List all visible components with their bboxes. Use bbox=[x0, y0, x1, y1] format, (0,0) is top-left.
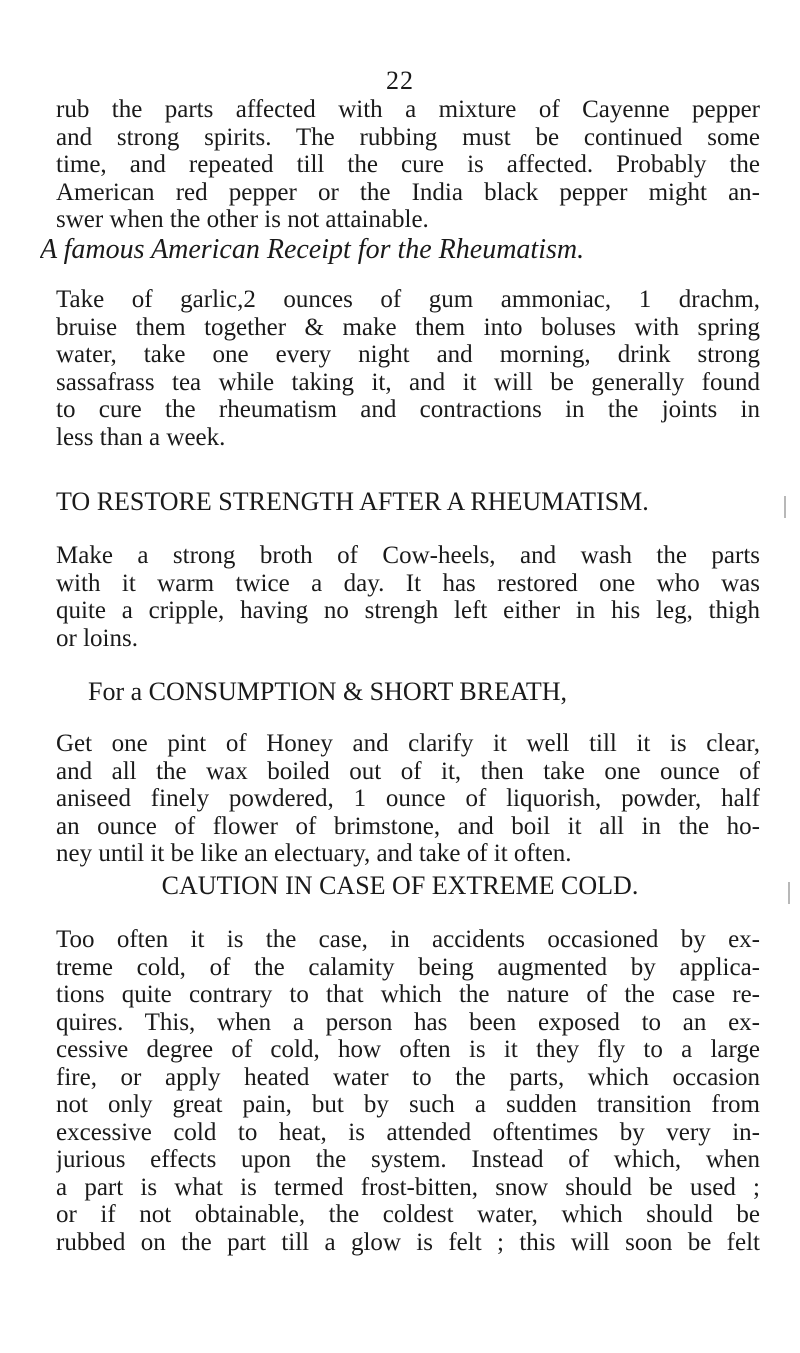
text-line: cessive degree of cold, how often is it they fly to a large bbox=[56, 1036, 760, 1063]
text-line: Take of garlic,2 ounces of gum ammoniac, 1 drachm, bbox=[56, 286, 760, 313]
text-line: to cure the rheumatism and contractions in the joints in bbox=[56, 396, 760, 423]
text-line: water, take one every night and morning, drink strong bbox=[56, 341, 760, 368]
page-number: 22 bbox=[386, 66, 414, 95]
text-line: swer when the other is not attainable. bbox=[56, 206, 429, 233]
text-line: Too often it is the case, in accidents occasioned by ex- bbox=[56, 926, 760, 953]
text-line: excessive cold to heat, is attended oftentimes by very in- bbox=[56, 1118, 760, 1146]
scan-mark bbox=[788, 882, 790, 904]
section-body bbox=[56, 286, 760, 451]
text-line: American red pepper or the India black pepper might an- bbox=[56, 178, 760, 206]
text-line: fire, or apply heated water to the parts, which occasion bbox=[56, 1063, 760, 1091]
text-line: a part is what is termed frost-bitten, snow should be used ; bbox=[56, 1173, 760, 1201]
text-line: quires. This, when a person has been exposed to an ex- bbox=[56, 1008, 760, 1036]
text-line: ney until it be like an electuary, and take of it often. bbox=[56, 840, 572, 867]
section-heading: TO RESTORE STRENGTH AFTER A RHEUMATISM. bbox=[56, 487, 649, 516]
text-line: not only great pain, but by such a sudden transition from bbox=[56, 1091, 760, 1118]
section-heading: A famous American Receipt for the Rheumatism. bbox=[40, 234, 585, 265]
text-line: less than a week. bbox=[56, 423, 226, 451]
text-line: time, and repeated till the cure is affected. Probably the bbox=[56, 151, 760, 178]
text-line: rubbed on the part till a glow is felt ; this will soon be felt bbox=[56, 1228, 760, 1256]
text-line: with it warm twice a day. It has restored one who was bbox=[56, 569, 760, 597]
text-line: Get one pint of Honey and clarify it well till it is clear, bbox=[56, 730, 760, 757]
text-line: treme cold, of the calamity being augmented by applica- bbox=[56, 953, 760, 981]
section-body bbox=[56, 730, 760, 868]
intro-paragraph bbox=[56, 96, 760, 234]
text-line: tions quite contrary to that which the nature of the case re- bbox=[56, 981, 760, 1008]
text-line: and strong spirits. The rubbing must be continued some bbox=[56, 123, 760, 151]
text-line: aniseed finely powdered, 1 ounce of liquorish, powder, half bbox=[56, 785, 760, 812]
section-body bbox=[56, 926, 760, 1256]
text-line: bruise them together & make them into boluses with spring bbox=[56, 313, 760, 341]
text-line: an ounce of flower of brimstone, and boil it all in the ho- bbox=[56, 812, 760, 840]
section-body bbox=[56, 542, 760, 652]
text-line: sassafrass tea while taking it, and it will be generally found bbox=[56, 368, 760, 396]
text-line: quite a cripple, having no strengh left either in his leg, thigh bbox=[56, 597, 760, 624]
scan-mark bbox=[784, 496, 786, 518]
text-line: Make a strong broth of Cow-heels, and wash the parts bbox=[56, 542, 760, 569]
section-heading: For a CONSUMPTION & SHORT BREATH, bbox=[88, 677, 568, 706]
text-line: jurious effects upon the system. Instead of which, when bbox=[56, 1146, 760, 1173]
text-line: or if not obtainable, the coldest water, which should be bbox=[56, 1201, 760, 1228]
text-line: or loins. bbox=[56, 624, 138, 652]
section-heading: CAUTION IN CASE OF EXTREME COLD. bbox=[161, 871, 639, 900]
text-line: and all the wax boiled out of it, then take one ounce of bbox=[56, 757, 760, 785]
text-line: rub the parts affected with a mixture of Cayenne pepper bbox=[56, 96, 760, 123]
